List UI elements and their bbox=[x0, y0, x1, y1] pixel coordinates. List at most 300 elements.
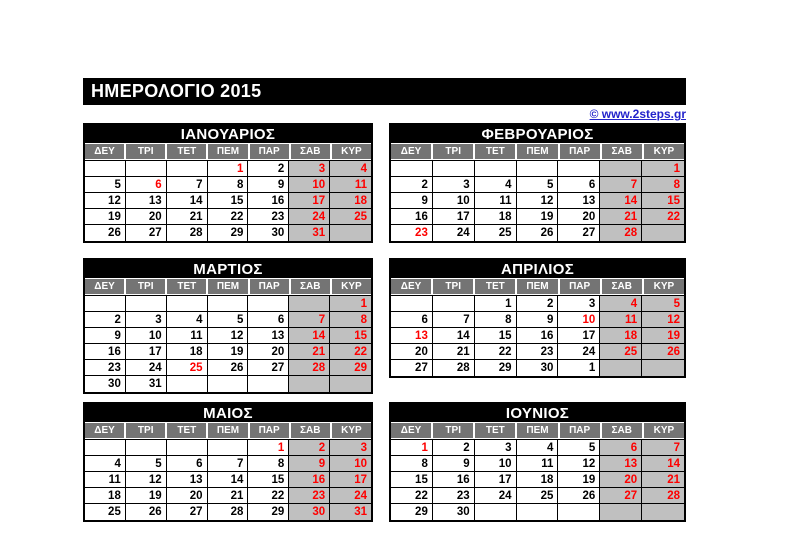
empty-day-cell bbox=[248, 296, 289, 312]
weekday-header-cell: ΤΕΤ bbox=[167, 144, 206, 159]
day-cell: 19 bbox=[85, 209, 126, 225]
day-cell: 28 bbox=[433, 360, 475, 376]
weekday-header-cell: ΣΑΒ bbox=[291, 144, 330, 159]
day-cell: 21 bbox=[289, 344, 330, 360]
day-cell: 3 bbox=[558, 296, 600, 312]
empty-day-cell bbox=[642, 504, 684, 520]
week-row bbox=[391, 344, 684, 360]
day-cell: 2 bbox=[391, 177, 433, 193]
day-cell: 9 bbox=[248, 177, 289, 193]
day-cell: 18 bbox=[517, 472, 559, 488]
day-cell: 2 bbox=[517, 296, 559, 312]
empty-day-cell bbox=[558, 504, 600, 520]
weekday-header-cell: ΣΑΒ bbox=[602, 423, 642, 438]
day-cell: 18 bbox=[475, 209, 517, 225]
day-cell: 13 bbox=[391, 328, 433, 344]
day-cell: 24 bbox=[475, 488, 517, 504]
week-row bbox=[85, 504, 371, 520]
empty-day-cell bbox=[517, 504, 559, 520]
day-cell: 20 bbox=[126, 209, 167, 225]
day-cell: 21 bbox=[433, 344, 475, 360]
day-cell: 6 bbox=[391, 312, 433, 328]
day-cell: 22 bbox=[248, 488, 289, 504]
weekday-header-cell: ΤΕΤ bbox=[167, 423, 206, 438]
day-cell: 3 bbox=[475, 440, 517, 456]
day-cell: 1 bbox=[391, 440, 433, 456]
week-row bbox=[85, 360, 371, 376]
day-cell: 9 bbox=[391, 193, 433, 209]
day-cell: 27 bbox=[126, 225, 167, 241]
day-cell: 3 bbox=[433, 177, 475, 193]
week-row bbox=[85, 161, 371, 177]
day-cell: 4 bbox=[85, 456, 126, 472]
day-cell: 2 bbox=[289, 440, 330, 456]
day-cell: 31 bbox=[126, 376, 167, 392]
weekday-header-cell: ΣΑΒ bbox=[291, 279, 330, 294]
day-cell: 9 bbox=[289, 456, 330, 472]
weekday-header-row bbox=[391, 143, 684, 161]
day-cell: 21 bbox=[600, 209, 642, 225]
day-cell: 17 bbox=[330, 472, 371, 488]
month-title: ΜΑΡΤΙΟΣ bbox=[85, 260, 371, 278]
day-cell: 6 bbox=[558, 177, 600, 193]
day-cell: 28 bbox=[167, 225, 208, 241]
day-cell: 17 bbox=[558, 328, 600, 344]
week-row bbox=[391, 472, 684, 488]
day-cell: 25 bbox=[517, 488, 559, 504]
empty-day-cell bbox=[600, 360, 642, 376]
week-row bbox=[85, 472, 371, 488]
empty-day-cell bbox=[208, 440, 249, 456]
weekday-header-cell: ΠΑΡ bbox=[560, 144, 600, 159]
weekday-header-cell: ΚΥΡ bbox=[644, 144, 684, 159]
day-cell: 29 bbox=[330, 360, 371, 376]
day-cell: 20 bbox=[558, 209, 600, 225]
day-cell: 12 bbox=[558, 456, 600, 472]
day-cell: 23 bbox=[391, 225, 433, 241]
day-cell: 8 bbox=[330, 312, 371, 328]
day-cell: 27 bbox=[600, 488, 642, 504]
day-cell: 24 bbox=[558, 344, 600, 360]
day-cell: 19 bbox=[517, 209, 559, 225]
credit-line bbox=[83, 106, 686, 122]
weekday-header-cell: ΤΡΙ bbox=[126, 279, 165, 294]
day-cell: 27 bbox=[167, 504, 208, 520]
day-cell: 18 bbox=[85, 488, 126, 504]
day-cell: 24 bbox=[330, 488, 371, 504]
empty-day-cell bbox=[208, 296, 249, 312]
day-cell: 9 bbox=[433, 456, 475, 472]
empty-day-cell bbox=[85, 440, 126, 456]
day-cell: 6 bbox=[600, 440, 642, 456]
day-cell: 4 bbox=[475, 177, 517, 193]
empty-day-cell bbox=[126, 296, 167, 312]
week-row bbox=[85, 177, 371, 193]
weekday-header-cell: ΔΕΥ bbox=[391, 279, 431, 294]
day-cell: 16 bbox=[289, 472, 330, 488]
day-cell: 8 bbox=[248, 456, 289, 472]
day-cell: 26 bbox=[642, 344, 684, 360]
week-row bbox=[391, 328, 684, 344]
day-cell: 15 bbox=[642, 193, 684, 209]
copyright-link[interactable]: © www.2steps.gr bbox=[589, 107, 686, 121]
day-cell: 22 bbox=[330, 344, 371, 360]
month-title: ΜΑΙΟΣ bbox=[85, 404, 371, 422]
empty-day-cell bbox=[126, 161, 167, 177]
month-table bbox=[389, 123, 686, 243]
day-cell: 19 bbox=[642, 328, 684, 344]
empty-day-cell bbox=[167, 376, 208, 392]
day-cell: 14 bbox=[208, 472, 249, 488]
day-cell: 24 bbox=[433, 225, 475, 241]
empty-day-cell bbox=[600, 161, 642, 177]
day-cell: 4 bbox=[330, 161, 371, 177]
day-cell: 6 bbox=[126, 177, 167, 193]
month-table bbox=[389, 402, 686, 522]
day-cell: 21 bbox=[167, 209, 208, 225]
day-cell: 10 bbox=[126, 328, 167, 344]
weekday-header-cell: ΤΕΤ bbox=[475, 279, 515, 294]
empty-day-cell bbox=[289, 296, 330, 312]
week-row bbox=[391, 312, 684, 328]
day-cell: 30 bbox=[289, 504, 330, 520]
week-row bbox=[85, 193, 371, 209]
day-cell: 3 bbox=[330, 440, 371, 456]
day-cell: 7 bbox=[433, 312, 475, 328]
empty-day-cell bbox=[391, 296, 433, 312]
empty-day-cell bbox=[642, 360, 684, 376]
day-cell: 25 bbox=[330, 209, 371, 225]
day-cell: 6 bbox=[248, 312, 289, 328]
day-cell: 15 bbox=[475, 328, 517, 344]
weekday-header-cell: ΤΕΤ bbox=[167, 279, 206, 294]
day-cell: 28 bbox=[289, 360, 330, 376]
weekday-header-cell: ΤΡΙ bbox=[433, 144, 473, 159]
weekday-header-cell: ΤΕΤ bbox=[475, 144, 515, 159]
month-table bbox=[389, 258, 686, 378]
weekday-header-row bbox=[85, 143, 371, 161]
day-cell: 16 bbox=[248, 193, 289, 209]
day-cell: 23 bbox=[433, 488, 475, 504]
empty-day-cell bbox=[433, 296, 475, 312]
weekday-header-cell: ΣΑΒ bbox=[602, 279, 642, 294]
day-cell: 29 bbox=[391, 504, 433, 520]
day-cell: 17 bbox=[475, 472, 517, 488]
day-cell: 11 bbox=[85, 472, 126, 488]
day-cell: 13 bbox=[126, 193, 167, 209]
day-cell: 31 bbox=[289, 225, 330, 241]
day-cell: 23 bbox=[85, 360, 126, 376]
empty-day-cell bbox=[330, 376, 371, 392]
day-cell: 30 bbox=[248, 225, 289, 241]
weekday-header-cell: ΚΥΡ bbox=[332, 423, 371, 438]
week-row bbox=[85, 440, 371, 456]
day-cell: 1 bbox=[475, 296, 517, 312]
empty-day-cell bbox=[475, 161, 517, 177]
day-cell: 11 bbox=[517, 456, 559, 472]
day-cell: 4 bbox=[517, 440, 559, 456]
day-cell: 17 bbox=[433, 209, 475, 225]
day-cell: 23 bbox=[248, 209, 289, 225]
week-row bbox=[85, 488, 371, 504]
empty-day-cell bbox=[208, 376, 249, 392]
day-cell: 14 bbox=[642, 456, 684, 472]
day-cell: 9 bbox=[517, 312, 559, 328]
day-cell: 11 bbox=[475, 193, 517, 209]
day-cell: 2 bbox=[433, 440, 475, 456]
week-row bbox=[391, 193, 684, 209]
day-cell: 2 bbox=[85, 312, 126, 328]
day-cell: 21 bbox=[642, 472, 684, 488]
day-cell: 14 bbox=[167, 193, 208, 209]
empty-day-cell bbox=[475, 504, 517, 520]
weekday-header-cell: ΤΡΙ bbox=[126, 144, 165, 159]
day-cell: 31 bbox=[330, 504, 371, 520]
week-row bbox=[85, 209, 371, 225]
day-cell: 22 bbox=[391, 488, 433, 504]
week-row bbox=[391, 209, 684, 225]
day-cell: 15 bbox=[391, 472, 433, 488]
day-cell: 27 bbox=[391, 360, 433, 376]
week-row bbox=[391, 161, 684, 177]
day-cell: 7 bbox=[600, 177, 642, 193]
day-cell: 13 bbox=[600, 456, 642, 472]
weekday-header-cell: ΚΥΡ bbox=[332, 144, 371, 159]
day-cell: 12 bbox=[126, 472, 167, 488]
day-cell: 20 bbox=[600, 472, 642, 488]
weekday-header-cell: ΠΑΡ bbox=[250, 279, 289, 294]
day-cell: 6 bbox=[167, 456, 208, 472]
week-row bbox=[85, 456, 371, 472]
day-cell: 15 bbox=[208, 193, 249, 209]
page-title: ΗΜΕΡΟΛΟΓΙΟ 2015 bbox=[83, 78, 686, 105]
empty-day-cell bbox=[558, 161, 600, 177]
week-row bbox=[391, 360, 684, 376]
weekday-header-cell: ΤΡΙ bbox=[433, 423, 473, 438]
day-cell: 29 bbox=[208, 225, 249, 241]
day-cell: 18 bbox=[330, 193, 371, 209]
day-cell: 11 bbox=[600, 312, 642, 328]
day-cell: 23 bbox=[289, 488, 330, 504]
week-row bbox=[85, 376, 371, 392]
month-table bbox=[83, 402, 373, 522]
day-cell: 18 bbox=[600, 328, 642, 344]
day-cell: 13 bbox=[248, 328, 289, 344]
day-cell: 5 bbox=[208, 312, 249, 328]
weekday-header-row bbox=[85, 422, 371, 440]
day-cell: 12 bbox=[85, 193, 126, 209]
empty-day-cell bbox=[600, 504, 642, 520]
day-cell: 20 bbox=[391, 344, 433, 360]
weekday-header-cell: ΔΕΥ bbox=[391, 144, 431, 159]
month-title: ΦΕΒΡΟΥΑΡΙΟΣ bbox=[391, 125, 684, 143]
week-row bbox=[85, 312, 371, 328]
weekday-header-cell: ΠΕΜ bbox=[208, 423, 247, 438]
day-cell: 5 bbox=[558, 440, 600, 456]
day-cell: 26 bbox=[208, 360, 249, 376]
day-cell: 17 bbox=[289, 193, 330, 209]
empty-day-cell bbox=[167, 161, 208, 177]
week-row bbox=[391, 177, 684, 193]
weekday-header-cell: ΠΑΡ bbox=[560, 279, 600, 294]
day-cell: 10 bbox=[475, 456, 517, 472]
day-cell: 5 bbox=[126, 456, 167, 472]
day-cell: 16 bbox=[391, 209, 433, 225]
day-cell: 13 bbox=[558, 193, 600, 209]
empty-day-cell bbox=[289, 376, 330, 392]
week-row bbox=[391, 456, 684, 472]
day-cell: 3 bbox=[126, 312, 167, 328]
month-table bbox=[83, 123, 373, 243]
day-cell: 29 bbox=[248, 504, 289, 520]
weekday-header-row bbox=[85, 278, 371, 296]
day-cell: 26 bbox=[558, 488, 600, 504]
empty-day-cell bbox=[517, 161, 559, 177]
day-cell: 20 bbox=[248, 344, 289, 360]
weekday-header-cell: ΚΥΡ bbox=[644, 279, 684, 294]
day-cell: 25 bbox=[167, 360, 208, 376]
day-cell: 17 bbox=[126, 344, 167, 360]
day-cell: 8 bbox=[391, 456, 433, 472]
empty-day-cell bbox=[642, 225, 684, 241]
day-cell: 26 bbox=[517, 225, 559, 241]
month-title: ΙΑΝΟΥΑΡΙΟΣ bbox=[85, 125, 371, 143]
day-cell: 1 bbox=[330, 296, 371, 312]
weekday-header-cell: ΠΕΜ bbox=[517, 144, 557, 159]
day-cell: 5 bbox=[642, 296, 684, 312]
day-cell: 25 bbox=[600, 344, 642, 360]
weekday-header-cell: ΠΕΜ bbox=[517, 279, 557, 294]
day-cell: 5 bbox=[517, 177, 559, 193]
day-cell: 7 bbox=[208, 456, 249, 472]
day-cell: 14 bbox=[433, 328, 475, 344]
empty-day-cell bbox=[126, 440, 167, 456]
day-cell: 27 bbox=[558, 225, 600, 241]
day-cell: 22 bbox=[475, 344, 517, 360]
weekday-header-cell: ΠΕΜ bbox=[208, 279, 247, 294]
weekday-header-cell: ΠΑΡ bbox=[560, 423, 600, 438]
day-cell: 28 bbox=[208, 504, 249, 520]
day-cell: 28 bbox=[642, 488, 684, 504]
day-cell: 10 bbox=[289, 177, 330, 193]
day-cell: 7 bbox=[167, 177, 208, 193]
day-cell: 10 bbox=[558, 312, 600, 328]
day-cell: 30 bbox=[85, 376, 126, 392]
weekday-header-cell: ΣΑΒ bbox=[602, 144, 642, 159]
empty-day-cell bbox=[433, 161, 475, 177]
weekday-header-cell: ΚΥΡ bbox=[644, 423, 684, 438]
week-row bbox=[85, 328, 371, 344]
month-title: ΑΠΡΙΛΙΟΣ bbox=[391, 260, 684, 278]
day-cell: 14 bbox=[289, 328, 330, 344]
day-cell: 19 bbox=[558, 472, 600, 488]
day-cell: 2 bbox=[248, 161, 289, 177]
weekday-header-cell: ΤΡΙ bbox=[433, 279, 473, 294]
empty-day-cell bbox=[85, 161, 126, 177]
day-cell: 11 bbox=[330, 177, 371, 193]
weekday-header-row bbox=[391, 422, 684, 440]
day-cell: 15 bbox=[248, 472, 289, 488]
empty-day-cell bbox=[330, 225, 371, 241]
day-cell: 25 bbox=[475, 225, 517, 241]
weekday-header-cell: ΠΕΜ bbox=[208, 144, 247, 159]
day-cell: 3 bbox=[289, 161, 330, 177]
day-cell: 18 bbox=[167, 344, 208, 360]
weekday-header-cell: ΚΥΡ bbox=[332, 279, 371, 294]
day-cell: 13 bbox=[167, 472, 208, 488]
weekday-header-cell: ΤΕΤ bbox=[475, 423, 515, 438]
day-cell: 27 bbox=[248, 360, 289, 376]
weekday-header-cell: ΔΕΥ bbox=[85, 144, 124, 159]
day-cell: 14 bbox=[600, 193, 642, 209]
day-cell: 23 bbox=[517, 344, 559, 360]
day-cell: 4 bbox=[600, 296, 642, 312]
empty-day-cell bbox=[248, 376, 289, 392]
day-cell: 29 bbox=[475, 360, 517, 376]
day-cell: 1 bbox=[558, 360, 600, 376]
weekday-header-cell: ΠΑΡ bbox=[250, 144, 289, 159]
day-cell: 11 bbox=[167, 328, 208, 344]
day-cell: 24 bbox=[126, 360, 167, 376]
day-cell: 8 bbox=[208, 177, 249, 193]
weekday-header-row bbox=[391, 278, 684, 296]
day-cell: 9 bbox=[85, 328, 126, 344]
day-cell: 4 bbox=[167, 312, 208, 328]
week-row bbox=[391, 504, 684, 520]
weekday-header-cell: ΠΕΜ bbox=[517, 423, 557, 438]
week-row bbox=[85, 296, 371, 312]
day-cell: 25 bbox=[85, 504, 126, 520]
day-cell: 7 bbox=[642, 440, 684, 456]
weekday-header-cell: ΠΑΡ bbox=[250, 423, 289, 438]
day-cell: 1 bbox=[248, 440, 289, 456]
day-cell: 5 bbox=[85, 177, 126, 193]
day-cell: 21 bbox=[208, 488, 249, 504]
day-cell: 16 bbox=[85, 344, 126, 360]
day-cell: 12 bbox=[208, 328, 249, 344]
day-cell: 8 bbox=[475, 312, 517, 328]
day-cell: 30 bbox=[433, 504, 475, 520]
day-cell: 7 bbox=[289, 312, 330, 328]
week-row bbox=[85, 225, 371, 241]
day-cell: 12 bbox=[642, 312, 684, 328]
weekday-header-cell: ΔΕΥ bbox=[85, 279, 124, 294]
empty-day-cell bbox=[167, 440, 208, 456]
day-cell: 22 bbox=[208, 209, 249, 225]
day-cell: 19 bbox=[208, 344, 249, 360]
day-cell: 16 bbox=[433, 472, 475, 488]
day-cell: 26 bbox=[126, 504, 167, 520]
day-cell: 1 bbox=[642, 161, 684, 177]
day-cell: 26 bbox=[85, 225, 126, 241]
day-cell: 1 bbox=[208, 161, 249, 177]
day-cell: 8 bbox=[642, 177, 684, 193]
day-cell: 30 bbox=[517, 360, 559, 376]
weekday-header-cell: ΤΡΙ bbox=[126, 423, 165, 438]
week-row bbox=[391, 440, 684, 456]
month-title: ΙΟΥΝΙΟΣ bbox=[391, 404, 684, 422]
week-row bbox=[391, 488, 684, 504]
day-cell: 20 bbox=[167, 488, 208, 504]
weekday-header-cell: ΔΕΥ bbox=[85, 423, 124, 438]
day-cell: 15 bbox=[330, 328, 371, 344]
empty-day-cell bbox=[391, 161, 433, 177]
day-cell: 10 bbox=[330, 456, 371, 472]
weekday-header-cell: ΔΕΥ bbox=[391, 423, 431, 438]
day-cell: 22 bbox=[642, 209, 684, 225]
day-cell: 19 bbox=[126, 488, 167, 504]
day-cell: 28 bbox=[600, 225, 642, 241]
